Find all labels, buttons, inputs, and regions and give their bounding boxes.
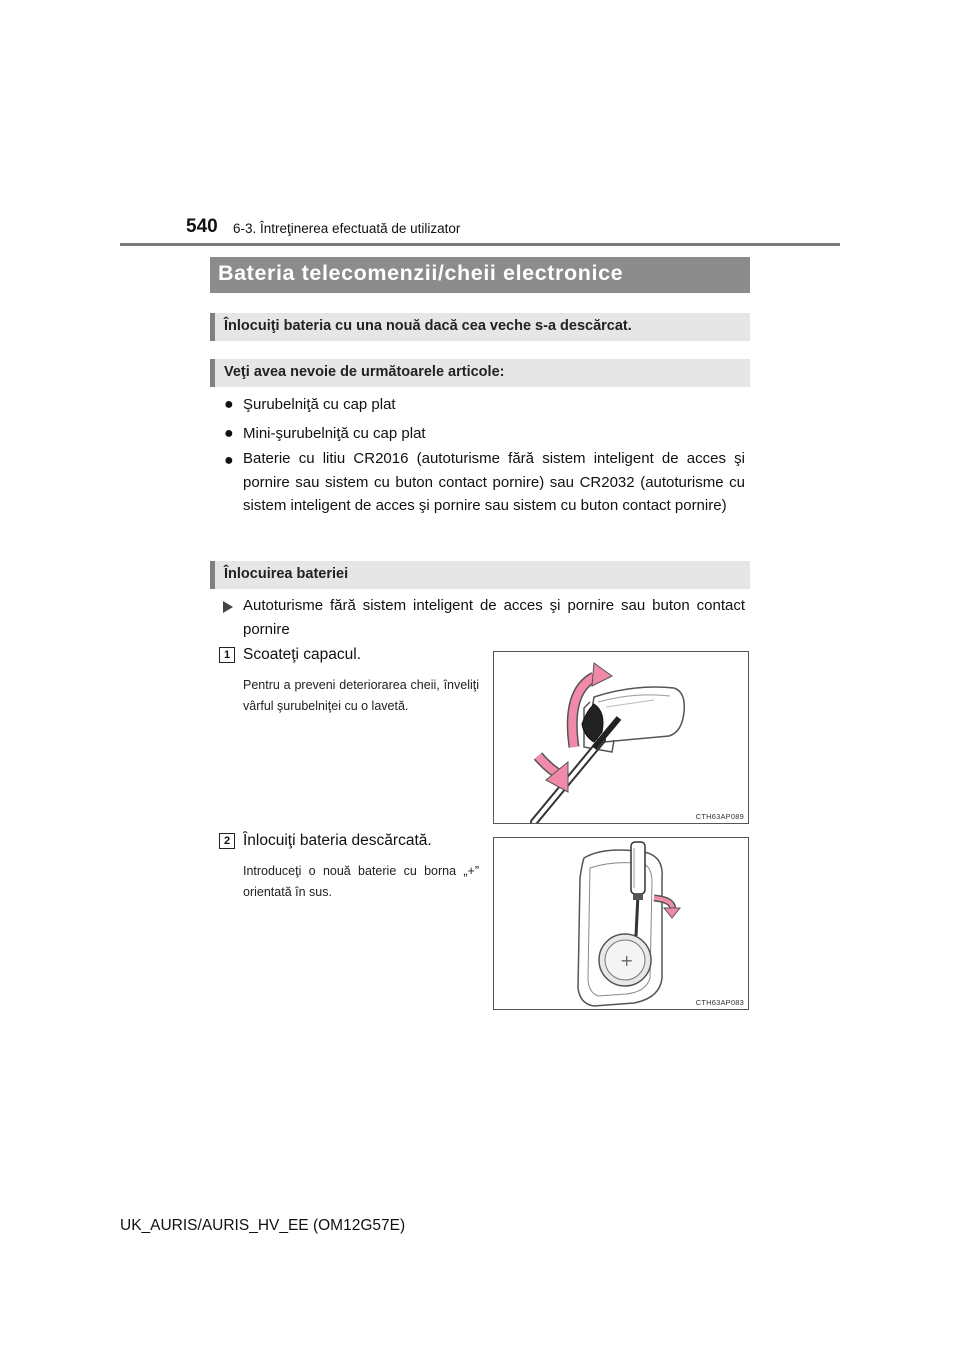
subheading-replacing [210, 561, 750, 589]
header-divider [120, 243, 840, 246]
subheading-replace-when [210, 313, 750, 341]
list-item-battery: Baterie cu litiu CR2016 (autoturisme fără sistem inteligent de acces şi pornire sau sistem cu buton contact pornire) sau CR2032 (autoturisme cu sistem inteligent de acces şi pornire sau sistem cu buton contact pornire) [243, 450, 745, 514]
subheading-items-needed-text: Veţi avea nevoie de următoarele articole: [224, 364, 505, 380]
bullet-dot-icon: ● [224, 452, 234, 469]
list-item-mini-screwdriver: Mini-şurubelniţă cu cap plat [243, 425, 426, 442]
subheading-replace-when-text: Înlocuiţi bateria cu una nouă dacă cea veche s-a descărcat. [224, 318, 632, 334]
case-heading: Autoturisme fără sistem inteligent de acces şi pornire sau buton contact pornire [243, 597, 745, 638]
main-title-bar [210, 257, 750, 293]
figure-remove-cover [493, 651, 749, 824]
bullet-dot-icon: ● [224, 396, 234, 413]
section-title: 6-3. Întreţinerea efectuată de utilizator [233, 221, 461, 236]
step-title-2: Înlocuiţi bateria descărcată. [243, 832, 432, 849]
step-title-1: Scoateţi capacul. [243, 646, 362, 663]
subheading-items-needed [210, 359, 750, 387]
step-number-2: 2 [219, 833, 235, 849]
step-number-1: 1 [219, 647, 235, 663]
step-note-1: Pentru a preveni deteriorarea cheii, înveliţi vârful şurubelniţei cu o lavetă. [243, 678, 479, 713]
figure-code-2: CTH63AP083 [695, 998, 744, 1007]
list-item-screwdriver: Şurubelniţă cu cap plat [243, 396, 396, 413]
footer-model-code: UK_AURIS/AURIS_HV_EE (OM12G57E) [120, 1217, 406, 1234]
step-note-2: Introduceţi o nouă baterie cu borna „+” orientată în sus. [243, 864, 479, 899]
triangle-arrow-icon [223, 601, 233, 613]
figure-code-1: CTH63AP089 [695, 812, 744, 821]
bullet-dot-icon: ● [224, 425, 234, 442]
figure-replace-battery [493, 837, 749, 1010]
subheading-replacing-text: Înlocuirea bateriei [224, 566, 349, 582]
svg-text:+: + [620, 951, 634, 970]
main-title: Bateria telecomenzii/cheii electronice [218, 261, 624, 285]
page-number: 540 [186, 216, 218, 237]
